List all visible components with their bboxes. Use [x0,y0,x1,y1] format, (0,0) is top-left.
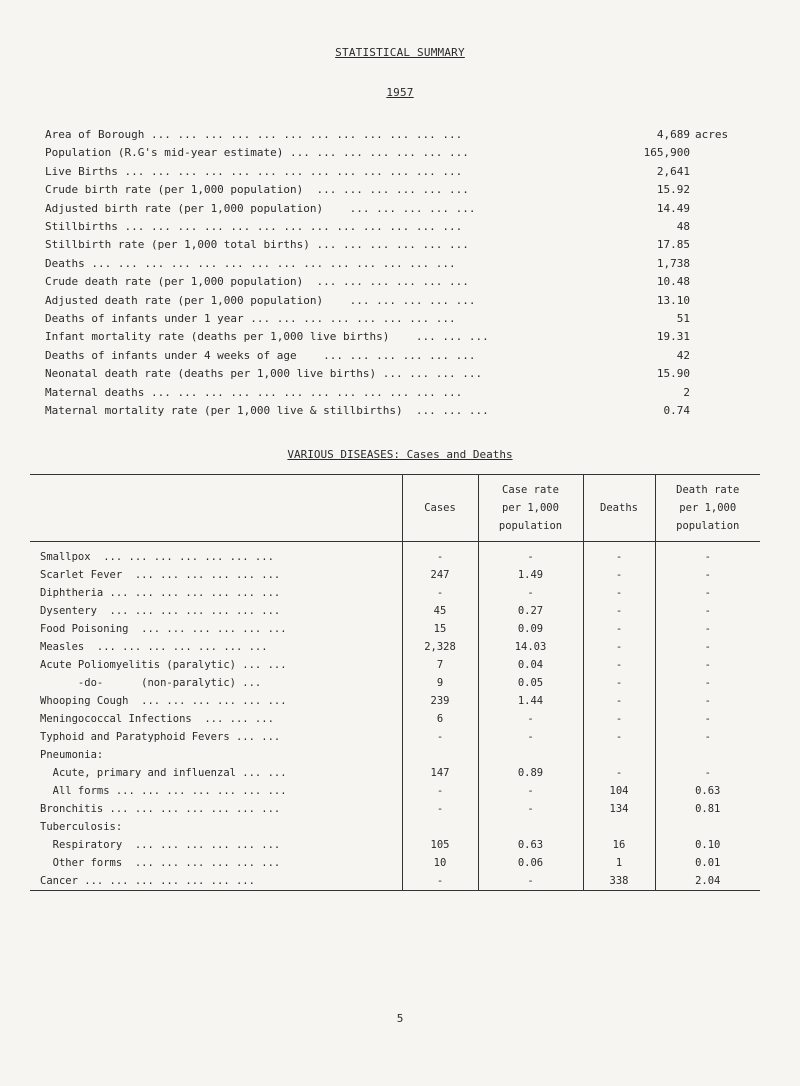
summary-label: Crude death rate (per 1,000 population) ... ... ... ... ... ... [45,275,469,289]
table-cell: 0.63 [478,836,583,854]
summary-row [45,312,745,328]
table-cell: - [655,620,760,638]
table-cell: 105 [402,836,478,854]
summary-label: Deaths of infants under 1 year ... ... ... ... ... ... ... ... [45,312,456,325]
table-row [30,692,760,710]
summary-label: Population (R.G's mid-year estimate) ... ... ... ... ... ... ... [45,146,469,160]
summary-label: Area of Borough ... ... ... ... ... ... ... ... ... ... ... ... [45,128,463,141]
summary-row [45,386,745,402]
table-cell: 1.49 [478,566,583,584]
table-cell: - [402,800,478,818]
summary-label: Deaths of infants under 4 weeks of age ... ... ... ... ... ... [45,348,476,362]
table-row [30,620,760,638]
table-row [30,584,760,602]
table-cell: - [402,872,478,891]
summary-row [45,349,745,365]
table-cell: - [402,542,478,567]
summary-value: 42 [676,348,690,362]
table-cell: - [655,656,760,674]
summary-row [45,330,745,346]
summary-label: Live Births ... ... ... ... ... ... ... ... ... ... ... ... ... [45,164,463,178]
summary-label: Stillbirth rate (per 1,000 total births) ... ... ... ... ... ... [45,238,469,252]
table-cell: 2,328 [402,638,478,656]
table-cell: 239 [402,692,478,710]
summary-row [45,275,745,291]
summary-row [45,220,745,236]
table-cell: 0.89 [478,764,583,782]
page-number: 5 [396,1012,404,1025]
table-cell: 0.06 [478,854,583,872]
summary-value: 1,738 [656,256,690,270]
summary-value: 48 [676,220,690,233]
table-cell: 45 [402,602,478,620]
table-cell: - [478,728,583,746]
table-cell: 247 [402,566,478,584]
table-cell: 338 [583,872,655,891]
table-cell: 0.01 [655,854,760,872]
table-cell: - [478,584,583,602]
column-header [30,475,402,542]
table-row [30,836,760,854]
table-cell: - [583,584,655,602]
summary-row [45,238,745,254]
table-cell: 0.63 [655,782,760,800]
table-cell: 9 [402,674,478,692]
table-cell: 0.09 [478,620,583,638]
table-cell: - [583,692,655,710]
summary-label: Adjusted birth rate (per 1,000 population) ... ... ... ... ... [45,201,476,215]
table-row [30,800,760,818]
disease-name: Dysentery ... ... ... ... ... ... ... [40,605,281,617]
disease-name: Bronchitis ... ... ... ... ... ... ... [40,803,281,815]
summary-label: Maternal mortality rate (per 1,000 live & stillbirths) ... ... ... [45,404,489,417]
table-cell: - [583,656,655,674]
summary-value: 15.90 [656,367,690,381]
summary-row [45,367,745,383]
table-cell: 14.03 [478,638,583,656]
column-header: Cases [402,475,478,542]
summary-value: 13.10 [656,293,690,307]
summary-row [45,404,745,420]
disease-name: Acute, primary and influenzal ... ... [40,767,287,779]
table-cell: - [655,566,760,584]
table-cell: - [402,584,478,602]
summary-value: 15.92 [656,183,690,197]
summary-label: Stillbirths ... ... ... ... ... ... ... ... ... ... ... ... ... [45,220,463,233]
table-cell [583,818,655,836]
disease-name: Respiratory ... ... ... ... ... ... [40,839,281,851]
table-cell: - [655,764,760,782]
summary-row [45,165,745,181]
table-cell: - [478,800,583,818]
summary-row [45,183,745,199]
page-title: STATISTICAL SUMMARY [335,46,465,59]
disease-name: Acute Poliomyelitis (paralytic) ... ... [40,659,287,671]
summary-row [45,294,745,310]
summary-row [45,202,745,218]
table-row [30,710,760,728]
table-cell: - [583,638,655,656]
summary-row [45,257,745,273]
table-row [30,542,760,567]
disease-name: Cancer ... ... ... ... ... ... ... [40,875,255,887]
disease-name: Meningococcal Infections ... ... ... [40,713,274,725]
table-row [30,818,760,836]
column-header: Case rate per 1,000 population [478,475,583,542]
table-row [30,854,760,872]
table-row [30,638,760,656]
disease-name: Smallpox ... ... ... ... ... ... ... [40,551,274,563]
table-cell: 7 [402,656,478,674]
table-cell [402,818,478,836]
table-row [30,782,760,800]
table-row [30,566,760,584]
table-cell: 0.10 [655,836,760,854]
table-cell [655,746,760,764]
table-row [30,728,760,746]
table-cell: - [583,728,655,746]
table-cell [478,818,583,836]
summary-unit: acres [695,128,729,141]
table-cell: 0.27 [478,602,583,620]
table-cell: - [655,584,760,602]
table-cell: 1.44 [478,692,583,710]
summary-value: 10.48 [656,275,690,289]
summary-label: Deaths ... ... ... ... ... ... ... ... ... ... ... ... ... ... [45,256,456,270]
disease-name: -do- (non-paralytic) ... [40,677,262,689]
table-cell: 134 [583,800,655,818]
table-cell: 15 [402,620,478,638]
diseases-section-title: VARIOUS DISEASES: Cases and Deaths [287,448,513,461]
table-cell: - [402,782,478,800]
disease-name: All forms ... ... ... ... ... ... ... [40,785,287,797]
table-cell: - [583,674,655,692]
disease-name: Pneumonia: [40,749,104,761]
table-row [30,746,760,764]
table-cell: 6 [402,710,478,728]
table-cell: - [655,602,760,620]
table-cell: - [402,728,478,746]
table-row [30,674,760,692]
table-cell: - [478,542,583,567]
table-cell: - [583,620,655,638]
table-row [30,602,760,620]
table-cell: 10 [402,854,478,872]
table-cell: - [478,782,583,800]
disease-name: Diphtheria ... ... ... ... ... ... ... [40,587,281,599]
disease-name: Tuberculosis: [40,821,123,833]
summary-value: 165,900 [643,146,690,160]
summary-row [45,146,745,162]
table-cell: - [655,710,760,728]
table-cell: 1 [583,854,655,872]
summary-row [45,128,745,144]
table-cell: - [655,692,760,710]
table-row [30,764,760,782]
table-cell: - [478,872,583,891]
disease-name: Measles ... ... ... ... ... ... ... [40,641,268,653]
table-cell: - [583,566,655,584]
table-cell: 0.04 [478,656,583,674]
report-year: 1957 [386,86,414,99]
summary-value: 2 [683,385,690,399]
disease-name: Food Poisoning ... ... ... ... ... ... [40,623,287,635]
summary-value: 17.85 [656,238,690,252]
summary-value: 2,641 [656,164,690,178]
table-cell [655,818,760,836]
diseases-table [30,474,760,891]
table-row [30,872,760,891]
table-cell: 0.05 [478,674,583,692]
summary-label: Neonatal death rate (deaths per 1,000 live births) ... ... ... ... [45,367,483,381]
table-cell: - [583,602,655,620]
table-cell: 0.81 [655,800,760,818]
summary-label: Maternal deaths ... ... ... ... ... ... ... ... ... ... ... ... [45,385,463,399]
table-cell: - [655,638,760,656]
summary-label: Infant mortality rate (deaths per 1,000 live births) ... ... ... [45,330,489,344]
summary-value: 4,689 [656,128,690,141]
table-cell: - [583,764,655,782]
summary-label: Adjusted death rate (per 1,000 population) ... ... ... ... ... [45,293,476,307]
table-cell: 104 [583,782,655,800]
table-cell [478,746,583,764]
table-cell: - [655,542,760,567]
table-cell: 147 [402,764,478,782]
table-cell: - [655,728,760,746]
table-cell: - [478,710,583,728]
disease-name: Whooping Cough ... ... ... ... ... ... [40,695,287,707]
summary-value: 19.31 [656,330,690,344]
table-cell: 16 [583,836,655,854]
table-cell [402,746,478,764]
table-cell: - [583,542,655,567]
column-header: Deaths [583,475,655,542]
summary-value: 14.49 [656,201,690,215]
table-cell: - [655,674,760,692]
table-row [30,656,760,674]
table-cell [583,746,655,764]
table-cell: 2.04 [655,872,760,891]
disease-name: Typhoid and Paratyphoid Fevers ... ... [40,731,281,743]
summary-value: 51 [676,312,690,325]
table-cell: - [583,710,655,728]
summary-value: 0.74 [663,404,690,417]
disease-name: Other forms ... ... ... ... ... ... [40,857,281,869]
disease-name: Scarlet Fever ... ... ... ... ... ... [40,569,281,581]
column-header: Death rate per 1,000 population [655,475,760,542]
summary-label: Crude birth rate (per 1,000 population) ... ... ... ... ... ... [45,183,469,197]
